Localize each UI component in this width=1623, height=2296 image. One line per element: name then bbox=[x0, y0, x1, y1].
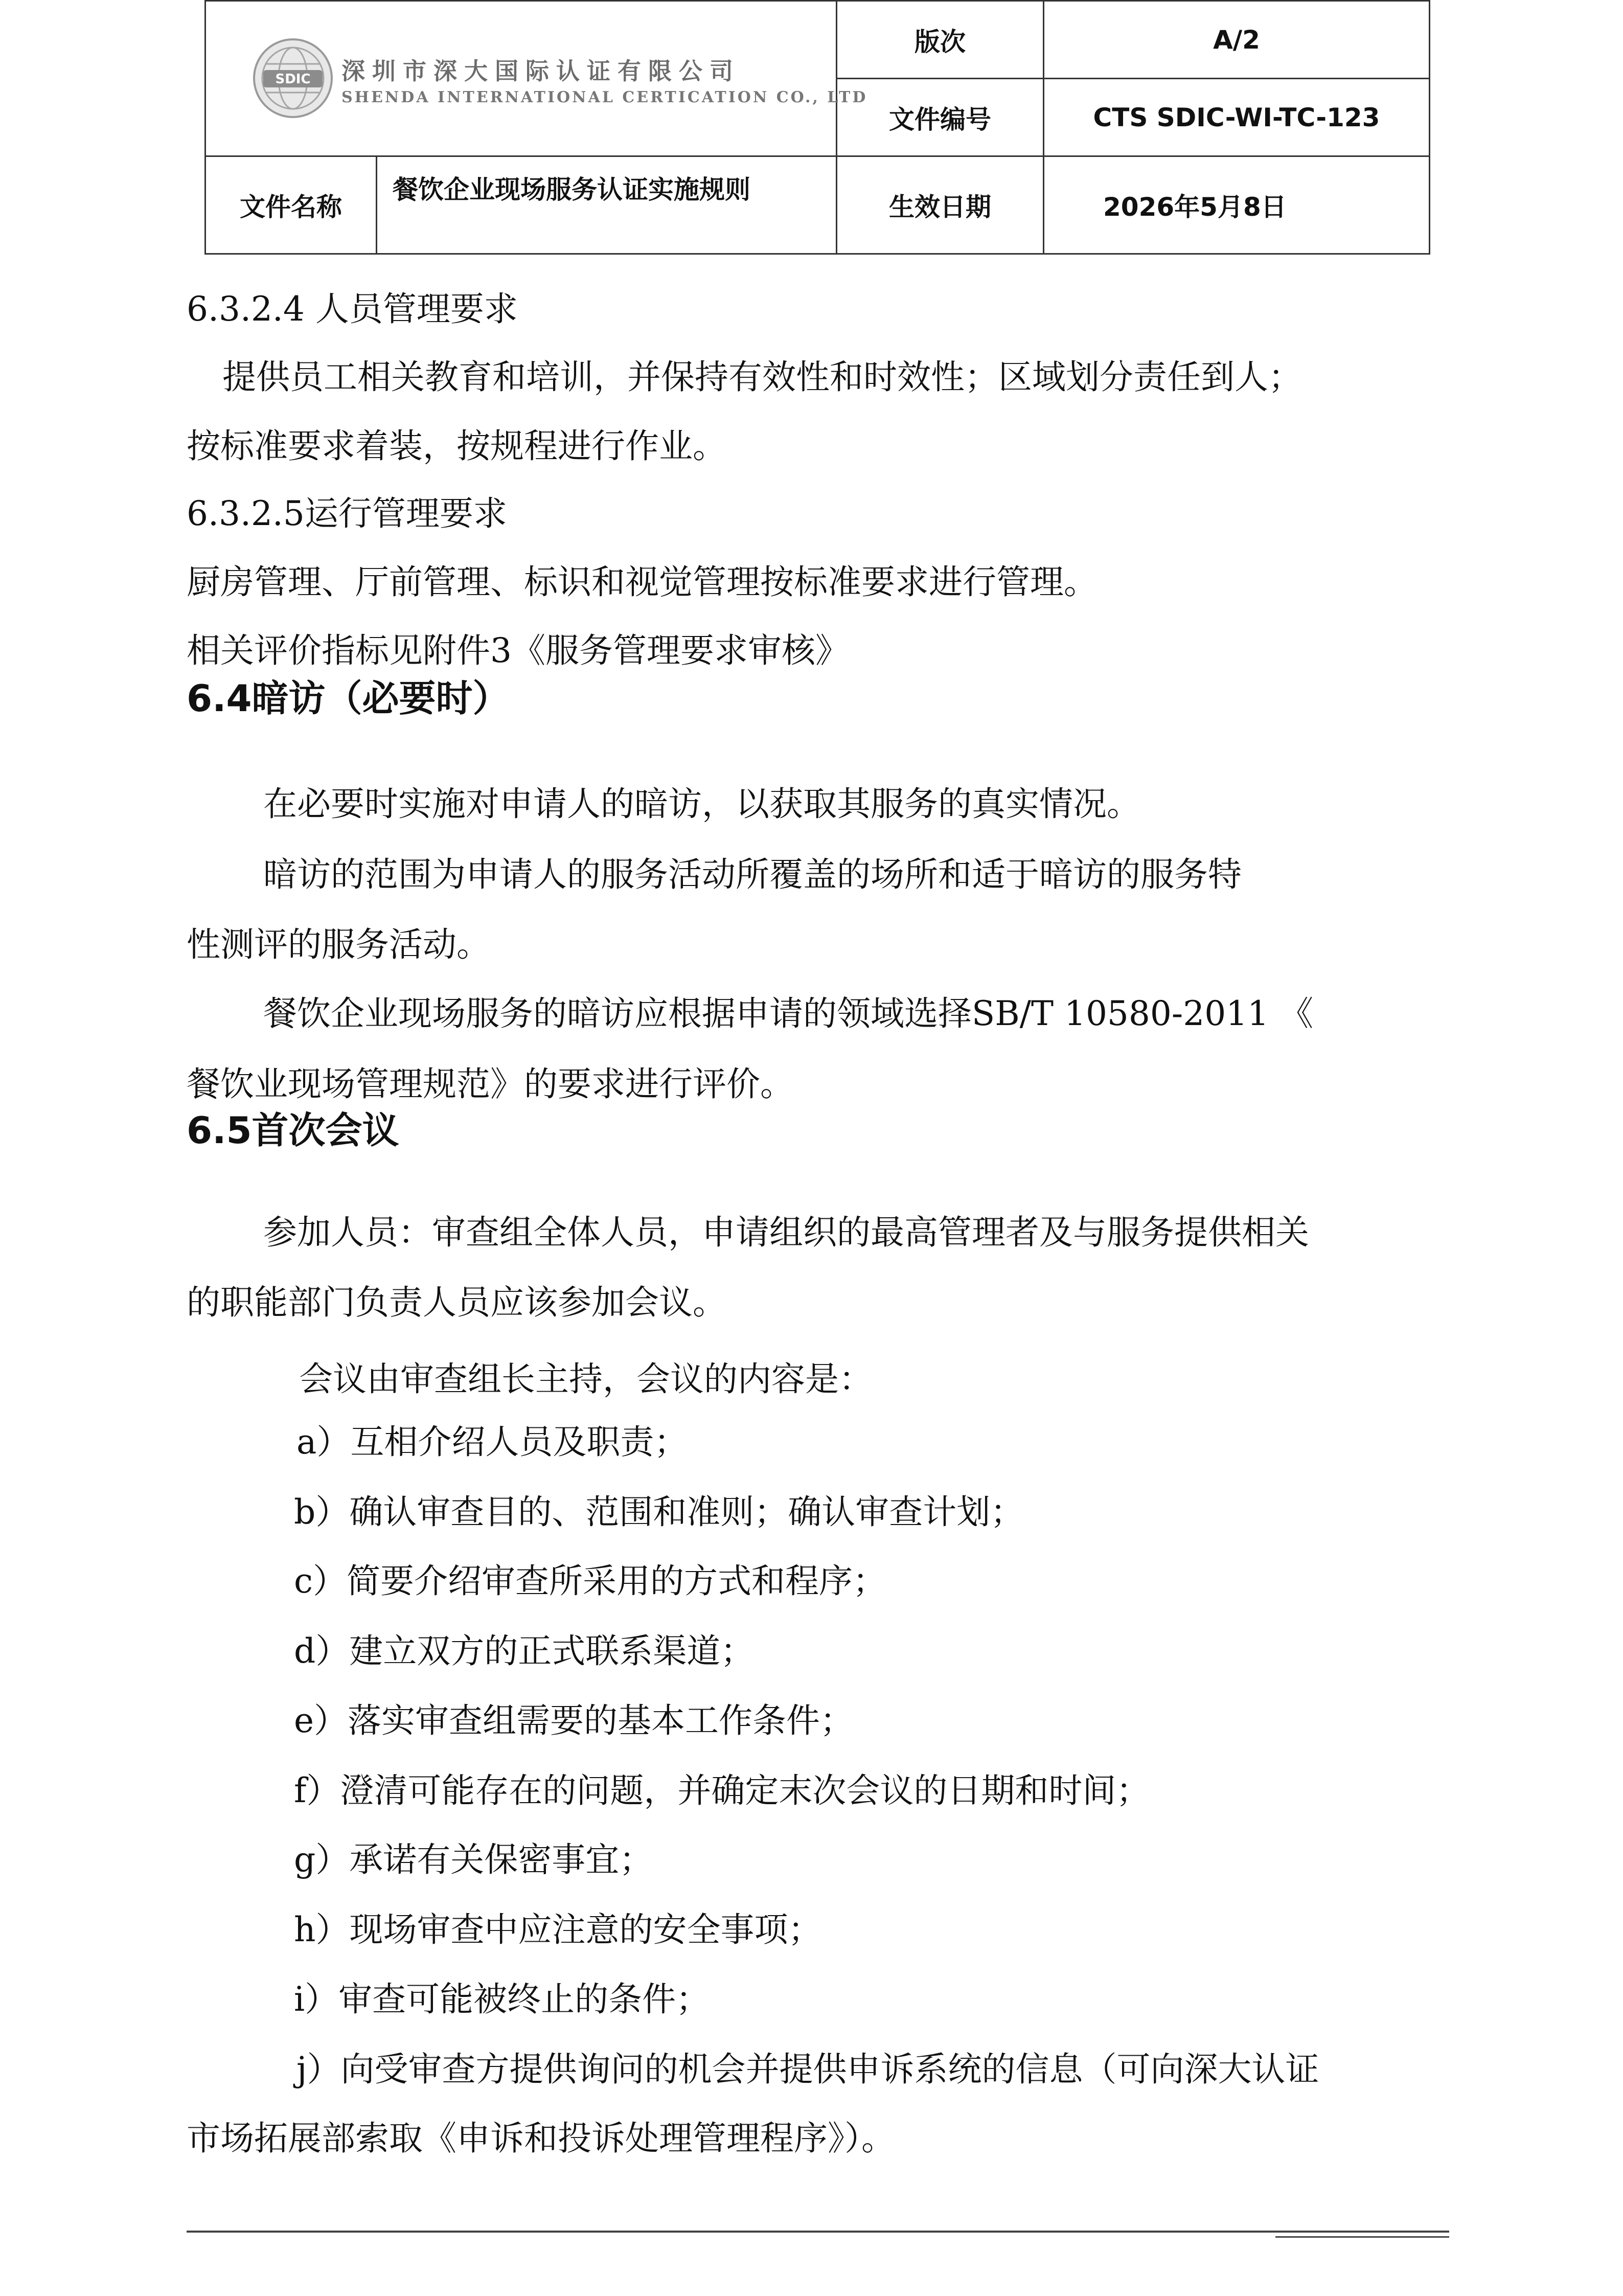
section-6-5-heading: 6.5首次会议 bbox=[187, 1109, 399, 1152]
list-item: g）承诺有关保密事宜； bbox=[294, 1840, 653, 1879]
document-name-value: 餐饮企业现场服务认证实施规则 bbox=[377, 156, 837, 254]
section-6-3-2-4-paragraph-line1: 提供员工相关教育和培训，并保持有效性和时效性；区域划分责任到人； bbox=[222, 357, 1302, 397]
company-name-en: SHENDA INTERNATIONAL CERTICATION CO., LTD bbox=[341, 88, 868, 106]
version-value: A/2 bbox=[1044, 1, 1430, 79]
list-item-continuation: 市场拓展部索取《申诉和投诉处理管理程序》）。 bbox=[187, 2119, 895, 2158]
footer-divider-short bbox=[1275, 2236, 1449, 2238]
document-header-table bbox=[204, 0, 1430, 255]
list-item: e）落实审查组需要的基本工作条件； bbox=[294, 1701, 854, 1740]
list-item: c）简要介绍审查所采用的方式和程序； bbox=[294, 1561, 886, 1601]
version-label: 版次 bbox=[837, 1, 1044, 79]
document-number-value: CTS SDIC-WI-TC-123 bbox=[1044, 79, 1430, 156]
company-logo-cell bbox=[205, 1, 868, 156]
section-6-3-2-4-paragraph-line2: 按标准要求着装，按规程进行作业。 bbox=[187, 426, 726, 466]
logo-text: SDIC bbox=[275, 72, 311, 87]
list-item: d）建立双方的正式联系渠道； bbox=[294, 1631, 755, 1671]
footer-divider bbox=[187, 2231, 1449, 2233]
section-6-3-2-5-title: 6.3.2.5运行管理要求 bbox=[187, 494, 507, 533]
section-6-5-paragraph1-line2: 的职能部门负责人员应该参加会议。 bbox=[187, 1283, 726, 1322]
list-item: a）互相介绍人员及职责； bbox=[296, 1422, 688, 1462]
document-number-label: 文件编号 bbox=[837, 79, 1044, 156]
section-6-5-paragraph2: 会议由审查组长主持，会议的内容是： bbox=[299, 1359, 873, 1399]
effective-date-label: 生效日期 bbox=[837, 156, 1044, 254]
section-6-4-paragraph3-line2: 餐饮业现场管理规范》的要求进行评价。 bbox=[187, 1064, 794, 1104]
section-6-4-paragraph2-line2: 性测评的服务活动。 bbox=[187, 925, 490, 964]
section-6-3-2-5-reference: 相关评价指标见附件3《服务管理要求审核》 bbox=[187, 631, 849, 670]
section-6-3-2-4-title: 6.3.2.4 人员管理要求 bbox=[187, 289, 518, 329]
section-6-3-2-5-paragraph: 厨房管理、厅前管理、标识和视觉管理按标准要求进行管理。 bbox=[187, 562, 1098, 602]
list-item: j）向受审查方提供询问的机会并提供申诉系统的信息（可向深大认证 bbox=[296, 2050, 1319, 2089]
section-6-4-paragraph1: 在必要时实施对申请人的暗访，以获取其服务的真实情况。 bbox=[263, 784, 1140, 824]
section-6-4-paragraph3-line1: 餐饮企业现场服务的暗访应根据申请的领域选择SB/T 10580-2011 《 bbox=[263, 994, 1314, 1033]
effective-date-value: 2026年5月8日 bbox=[1044, 156, 1430, 254]
company-logo bbox=[252, 37, 868, 129]
globe-logo-icon bbox=[252, 37, 334, 119]
section-6-5-paragraph1-line1: 参加人员：审查组全体人员，申请组织的最高管理者及与服务提供相关 bbox=[263, 1213, 1309, 1252]
section-6-4-paragraph2-line1: 暗访的范围为申请人的服务活动所覆盖的场所和适于暗访的服务特 bbox=[263, 855, 1242, 894]
list-item: b）确认审查目的、范围和准则；确认审查计划； bbox=[294, 1492, 1024, 1532]
list-item: i）审查可能被终止的条件； bbox=[294, 1980, 710, 2019]
list-item: f）澄清可能存在的问题，并确定末次会议的日期和时间； bbox=[294, 1771, 1150, 1810]
section-6-4-heading: 6.4暗访（必要时） bbox=[187, 677, 510, 720]
company-name-cn: 深圳市深大国际认证有限公司 bbox=[341, 57, 740, 85]
list-item: h）现场审查中应注意的安全事项； bbox=[294, 1910, 822, 1949]
document-name-label: 文件名称 bbox=[205, 156, 377, 254]
